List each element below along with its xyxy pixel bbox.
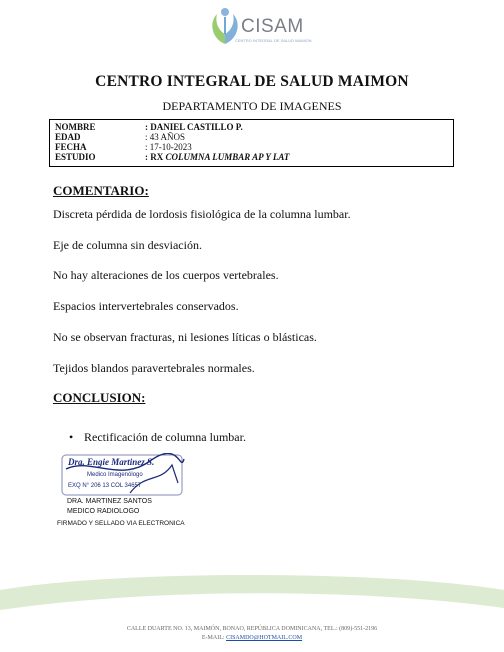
- study-value-wrap: [145, 152, 289, 162]
- comment-item: No hay alteraciones de los cuerpos vertebrales.: [53, 268, 279, 282]
- cisam-logo: [205, 4, 315, 48]
- comment-item: Discreta pérdida de lordosis fisiológica de la columna lumbar.: [53, 207, 351, 221]
- name-value: : DANIEL CASTILLO P.: [145, 122, 243, 132]
- age-row: [50, 132, 453, 142]
- comment-item: Eje de columna sin desviación.: [53, 238, 202, 252]
- date-label: FECHA: [55, 142, 87, 152]
- footer-address: CALLE DUARTE NO. 13, MAIMÓN, BONAO, REPÚBLICA DOMINICANA, TEL.: (809)-551-2196: [126, 626, 378, 632]
- patient-info-box: [49, 119, 454, 167]
- study-row: [50, 152, 453, 162]
- comment-item: Espacios intervertebrales conservados.: [53, 299, 239, 313]
- name-row: [50, 122, 453, 132]
- date-value: : 17-10-2023: [145, 142, 192, 152]
- logo-subtitle: CENTRO INTEGRAL DE SALUD MAIMON: [235, 38, 312, 43]
- name-label: NOMBRE: [55, 122, 96, 132]
- email-label: E-MAIL:: [201, 635, 227, 641]
- comment-item: Tejidos blandos paravertebrales normales.: [53, 361, 255, 375]
- conclusion-text: Rectificación de columna lumbar.: [84, 430, 246, 444]
- email-link[interactable]: CISAMDO@HOTMAIL.COM: [226, 635, 303, 641]
- signer-role: MEDICO RADIOLOGO: [67, 508, 140, 515]
- conclusion-heading: CONCLUSION:: [53, 390, 146, 405]
- study-value: COLUMNA LUMBAR AP Y LAT: [165, 152, 290, 162]
- signature-note: FIRMADO Y SELLADO VIA ELECTRONICA: [57, 520, 185, 527]
- conclusion-item: [69, 430, 246, 445]
- date-row: [50, 142, 453, 152]
- department-title: DEPARTAMENTO DE IMAGENES: [162, 99, 342, 113]
- stamp-name: Dra. Engie Martinez S.: [68, 457, 155, 467]
- logo-name: CISAM: [241, 16, 304, 37]
- footer-email-line: [0, 635, 504, 641]
- stamp-title: Medico Imagenólogo: [87, 472, 143, 478]
- comment-heading: COMENTARIO:: [53, 183, 149, 198]
- stamp-exequatur: EXQ N° 206 13 COL 34657: [68, 483, 142, 489]
- bullet-icon: •: [69, 430, 74, 444]
- study-label: ESTUDIO: [55, 152, 96, 162]
- signer-name: DRA. MARTINEZ SANTOS: [67, 498, 152, 505]
- age-label: EDAD: [55, 132, 81, 142]
- comment-item: No se observan fracturas, ni lesiones líticas o blásticas.: [53, 330, 317, 344]
- study-prefix: : RX: [145, 152, 166, 162]
- age-value: : 43 AÑOS: [145, 132, 186, 142]
- signature-stamp: [60, 453, 188, 499]
- center-title: CENTRO INTEGRAL DE SALUD MAIMON: [95, 73, 409, 90]
